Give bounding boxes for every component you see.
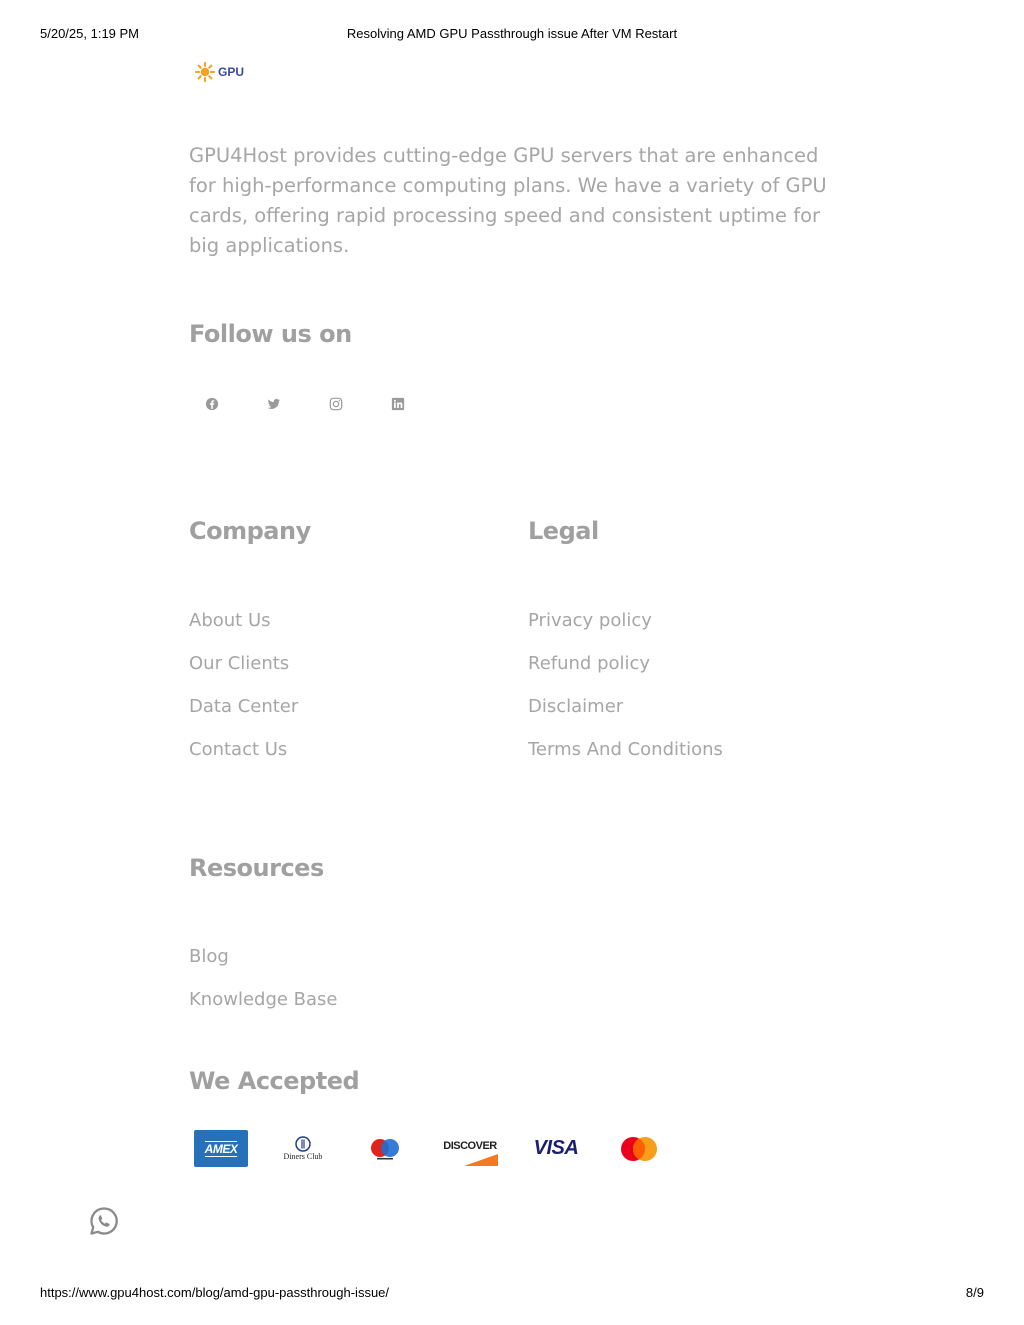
link-refund-policy[interactable]: Refund policy [528,653,651,674]
link-blog[interactable]: Blog [189,946,229,967]
discover-card-label: DISCOVER [443,1139,497,1152]
follow-heading: Follow us on [189,320,352,348]
payments-heading: We Accepted [189,1067,360,1095]
twitter-icon[interactable] [267,396,283,412]
whatsapp-icon[interactable] [89,1206,119,1236]
print-page-number: 8/9 [965,1285,984,1300]
visa-card-label: VISA [533,1137,579,1159]
link-terms-and-conditions[interactable]: Terms And Conditions [528,739,723,760]
maestro-card [358,1130,412,1167]
amex-card-label: AMEX [204,1141,238,1156]
resources-heading: Resources [189,854,324,882]
print-title: Resolving AMD GPU Passthrough issue After VM Restart [346,26,678,41]
print-footer [40,1285,984,1301]
link-contact-us[interactable]: Contact Us [189,739,288,760]
logo-text: GPU [218,65,245,79]
link-knowledge-base[interactable]: Knowledge Base [189,989,338,1010]
link-about-us[interactable]: About Us [189,610,271,631]
diners-club-label: Diners Club [283,1152,323,1161]
sun-logo-icon [194,61,216,83]
about-text: GPU4Host provides cutting-edge GPU servers that are enhanced for high-performance computing plans. We have a variety of GPU cards, offering rapid processing speed and consistent uptime for big applications. [189,144,827,257]
mastercard-card [614,1130,664,1167]
company-heading: Company [189,517,311,545]
legal-heading: Legal [528,517,599,545]
link-privacy-policy[interactable]: Privacy policy [528,610,652,631]
print-header [40,26,984,42]
link-data-center[interactable]: Data Center [189,696,299,717]
social-links [205,396,453,412]
site-logo[interactable] [194,62,244,82]
diners-club-icon [295,1136,311,1152]
print-datetime: 5/20/25, 1:19 PM [40,26,140,41]
facebook-icon[interactable] [205,396,221,412]
discover-card [442,1130,498,1167]
amex-card [194,1130,248,1167]
visa-card [528,1130,584,1167]
payment-cards [194,1130,694,1167]
diners-club-card [278,1130,328,1167]
linkedin-icon[interactable] [391,396,407,412]
print-url: https://www.gpu4host.com/blog/amd-gpu-passthrough-issue/ [40,1285,390,1300]
link-our-clients[interactable]: Our Clients [189,653,290,674]
link-disclaimer[interactable]: Disclaimer [528,696,624,717]
instagram-icon[interactable] [329,396,345,412]
